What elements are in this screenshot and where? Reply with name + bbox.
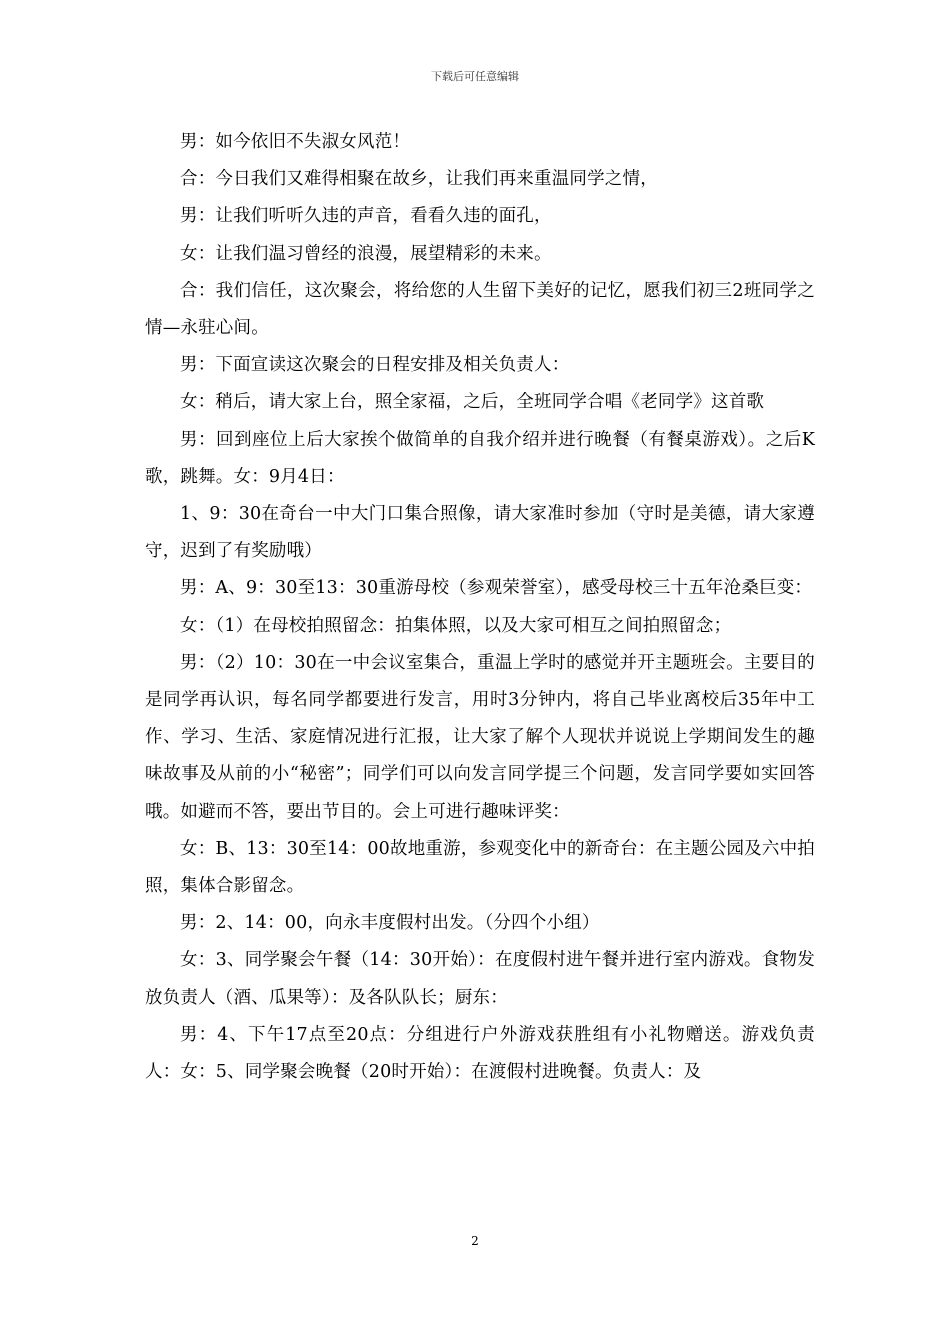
paragraph: 合：我们信任，这次聚会，将给您的人生留下美好的记忆，愿我们初三2班同学之情—永驻心间。 [145,280,815,339]
paragraph: 女：（1）在母校拍照留念：拍集体照，以及大家可相互之间拍照留念； [180,615,732,636]
document-body [145,124,815,1091]
paragraph: 男：A、9：30至13：30重游母校（参观荣誉室），感受母校三十五年沧桑巨变： [180,578,813,599]
paragraph: 女：稍后，请大家上台，照全家福，之后，全班同学合唱《老同学》这首歌 [180,392,765,413]
paragraph: 男：2、14：00，向永丰度假村出发。（分四个小组） [180,913,600,934]
paragraph: 女：B、13：30至14：00故地重游，参观变化中的新奇台：在主题公园及六中拍照，集体合影留念。 [145,838,815,897]
paragraph: 男：4、下午17点至20点：分组进行户外游戏获胜组有小礼物赠送。游戏负责人：女：5、同学聚会晚餐（20时开始）：在渡假村进晚餐。负责人：及 [145,1024,815,1083]
paragraph: 1、9：30在奇台一中大门口集合照像，请大家准时参加（守时是美德，请大家遵守，迟到了有奖励哦） [145,504,815,562]
paragraph: 女：3、同学聚会午餐（14：30开始）：在度假村进午餐并进行室内游戏。食物发放负责人（酒、瓜果等）：及各队队长；厨东： [145,950,815,1008]
paragraph: 男：让我们听听久违的声音，看看久违的面孔， [180,206,552,227]
paragraph: 男：回到座位上后大家挨个做简单的自我介绍并进行晚餐（有餐桌游戏）。之后K歌，跳舞。女：9月4日： [145,429,815,487]
paragraph: 男：（2）10：30在一中会议室集合，重温上学时的感觉并开主题班会。主要目的是同学再认识，每名同学都要进行发言，用时3分钟内，将自己毕业离校后35年中工作、学习、生活、家庭情况进行汇报，让大家了解个人现状并说说上学期间发生的趣味故事及从前的小“秘密”；同学们可以向发言同学提三个问题，发言同学要如实回答哦。如避而不答，要出节目的。会上可进行趣味评奖： [145,652,815,822]
paragraph: 女：让我们温习曾经的浪漫，展望精彩的未来。 [180,243,552,264]
paragraph: 男：如今依旧不失淑女风范！ [180,132,411,152]
page-header: 下载后可任意编辑 [431,70,519,83]
page-number: 2 [471,1234,479,1248]
paragraph: 男：下面宣读这次聚会的日程安排及相关负责人： [180,355,570,376]
paragraph: 合：今日我们又难得相聚在故乡，让我们再来重温同学之情， [180,169,658,190]
